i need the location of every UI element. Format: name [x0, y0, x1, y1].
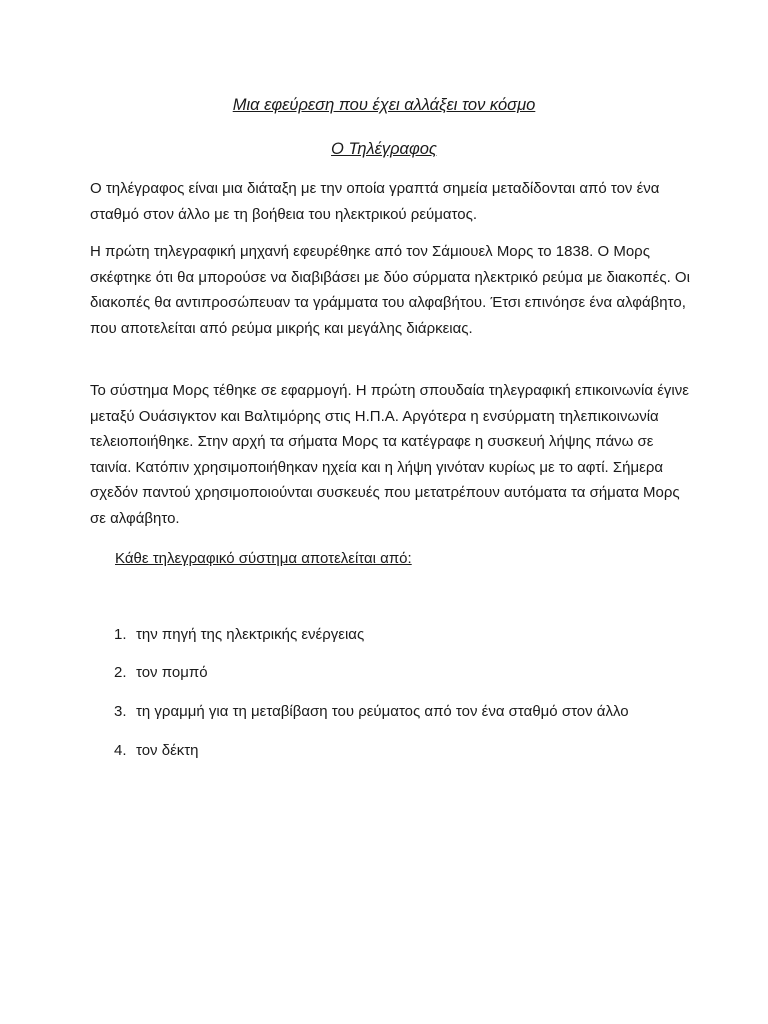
list-item-text: την πηγή της ηλεκτρικής ενέργειας [136, 626, 365, 643]
list-item-number: 1. [114, 626, 127, 643]
list-item [114, 701, 734, 723]
paragraph-invention: Η πρώτη τηλεγραφική μηχανή εφευρέθηκε από τον Σάμιουελ Μορς το 1838. Ο Μορς σκέφτηκε ότι θα μπορούσε να διαβιβάσει με δύο σύρματα ηλεκτρικό ρεύμα με διακοπές. Οι διακοπές θα αντιπροσώπευαν τα γράμματα του αλφαβήτου. Έτσι επινόησε ένα αλφάβητο, που αποτελείται από ρεύμα μικρής και μεγάλης διάρκειας. [90, 243, 690, 337]
list-item-number: 2. [114, 664, 127, 681]
list-item-text: τον δέκτη [136, 742, 199, 759]
document-title: Μια εφεύρεση που έχει αλλάξει τον κόσμο [232, 96, 536, 114]
list-item-number: 3. [114, 703, 127, 720]
paragraph-definition: Ο τηλέγραφος είναι μια διάταξη με την οποία γραπτά σημεία μεταδίδονται από τον ένα σταθμό στον άλλο με τη βοήθεια του ηλεκτρικού ρεύματος. [90, 180, 660, 223]
document-subtitle: Ο Τηλέγραφος [331, 140, 437, 158]
list-item [114, 740, 734, 762]
list-item [114, 662, 734, 684]
paragraph-history: Το σύστημα Μορς τέθηκε σε εφαρμογή. Η πρώτη σπουδαία τηλεγραφική επικοινωνία έγινε μεταξύ Ουάσιγκτον και Βαλτιμόρης στις Η.Π.Α. Αργότερα η ενσύρματη τηλεπικοινωνία τελειοποιήθηκε. Στην αρχή τα σήματα Μορς τα κατέγραφε η συσκευή λήψης πάνω σε ταινία. Κατόπιν χρησιμοποιήθηκαν ηχεία και η λήψη γινόταν κυρίως με το αφτί. Σήμερα σχεδόν παντού χρησιμοποιούνται συσκευές που μετατρέπουν αυτόματα τα σήματα Μορς σε αλφάβητο. [90, 382, 689, 527]
list-heading: Κάθε τηλεγραφικό σύστημα αποτελείται από: [115, 550, 412, 567]
list-item-number: 4. [114, 742, 127, 759]
list-item-text: τη γραμμή για τη μεταβίβαση του ρεύματος από τον ένα σταθμό στον άλλο [136, 703, 629, 720]
list-item [114, 624, 734, 646]
list-item-text: τον πομπό [136, 664, 208, 681]
